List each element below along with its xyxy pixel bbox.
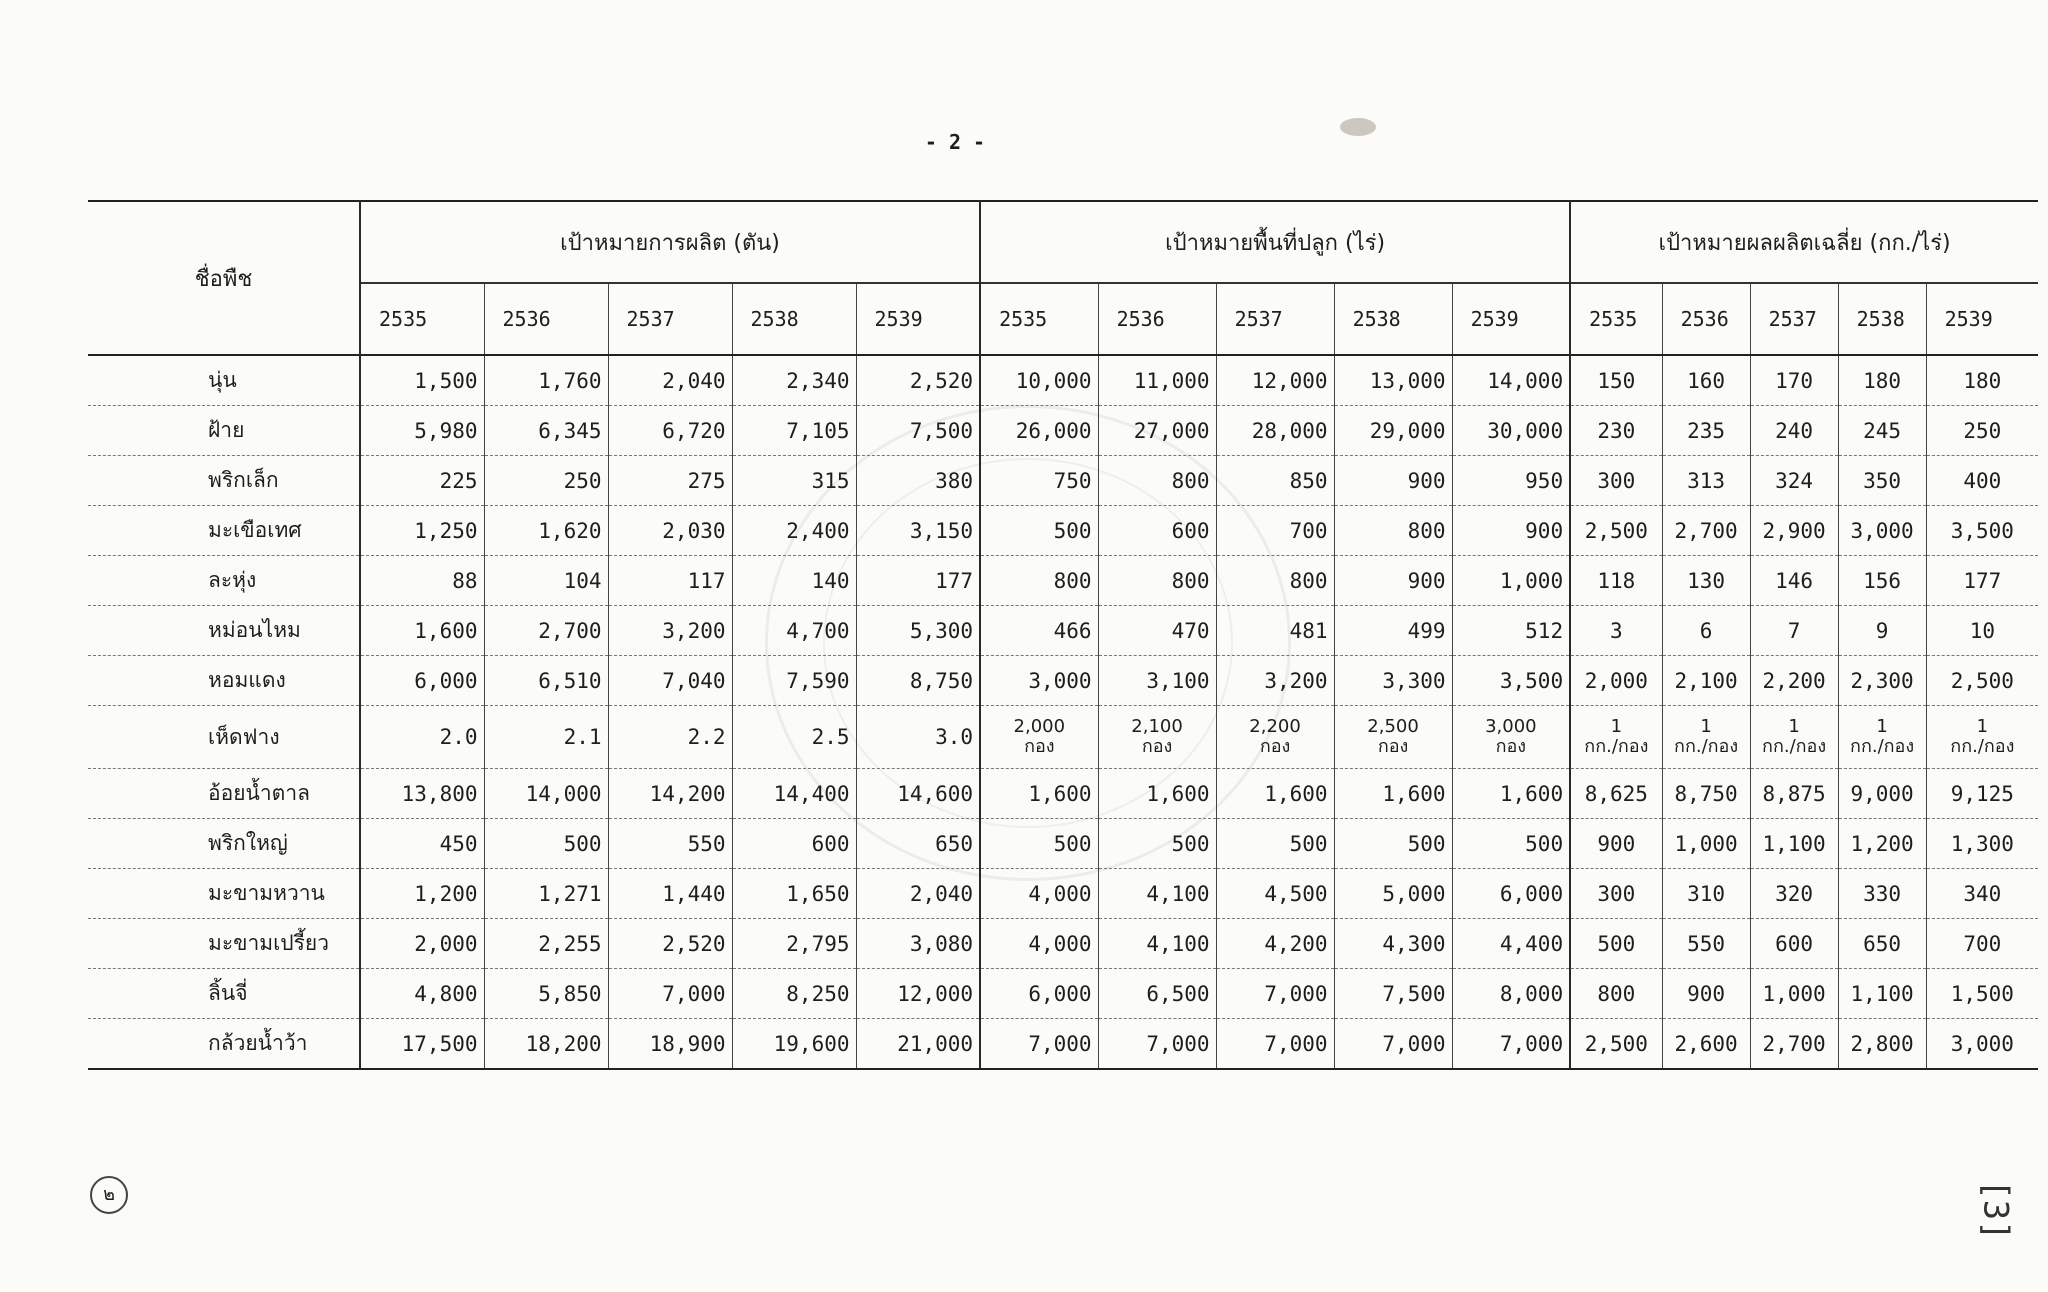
yield-cell: 156 [1838,556,1926,606]
yield-cell: 2,100 [1662,656,1750,706]
yield-cell: 340 [1926,869,2038,919]
yield-cell: 1,000 [1750,969,1838,1019]
group-header-row [88,201,2038,283]
area-cell-value: 2,500 [1367,716,1419,737]
year-header: 2539 [856,283,980,355]
year-header: 2538 [1838,283,1926,355]
yield-cell-unit: กก./กอง [1584,736,1649,757]
production-cell: 8,750 [856,656,980,706]
yield-cell-value: 1 [1976,716,1989,737]
table-row [88,706,2038,769]
production-cell: 450 [360,819,484,869]
crop-name-cell: หม่อนไหม [88,606,360,656]
area-cell: 1,000 [1452,556,1570,606]
production-cell: 2,340 [732,355,856,406]
yield-cell: 9 [1838,606,1926,656]
area-cell: 6,000 [1452,869,1570,919]
production-cell: 7,040 [608,656,732,706]
production-cell: 275 [608,456,732,506]
yield-cell: 250 [1926,406,2038,456]
area-cell: 7,000 [1216,1019,1334,1070]
area-cell: 1,600 [1098,769,1216,819]
year-header: 2538 [1334,283,1452,355]
yield-cell: 320 [1750,869,1838,919]
yield-cell: 180 [1926,355,2038,406]
production-cell: 650 [856,819,980,869]
area-cell: 466 [980,606,1098,656]
production-cell: 2,400 [732,506,856,556]
table-row [88,456,2038,506]
production-cell: 380 [856,456,980,506]
yield-cell: 170 [1750,355,1838,406]
production-cell: 18,900 [608,1019,732,1070]
area-cell: 3,000 [980,656,1098,706]
yield-cell: 310 [1662,869,1750,919]
area-cell-unit: กอง [1259,736,1291,757]
production-cell: 6,720 [608,406,732,456]
area-cell: 3,200 [1216,656,1334,706]
area-cell: 470 [1098,606,1216,656]
area-cell: 27,000 [1098,406,1216,456]
area-cell: 4,000 [980,869,1098,919]
yield-cell [1926,706,2038,769]
yield-cell: 180 [1838,355,1926,406]
production-cell: 104 [484,556,608,606]
production-cell: 6,345 [484,406,608,456]
production-cell: 550 [608,819,732,869]
yield-cell: 2,500 [1570,1019,1662,1070]
production-cell: 2.1 [484,706,608,769]
area-cell: 499 [1334,606,1452,656]
yield-cell: 8,625 [1570,769,1662,819]
area-cell: 11,000 [1098,355,1216,406]
area-cell: 4,100 [1098,869,1216,919]
table-row [88,969,2038,1019]
production-cell: 250 [484,456,608,506]
table-row [88,606,2038,656]
area-cell: 3,100 [1098,656,1216,706]
yield-cell: 160 [1662,355,1750,406]
table-row [88,656,2038,706]
yield-cell: 324 [1750,456,1838,506]
area-cell: 800 [1216,556,1334,606]
area-cell: 13,000 [1334,355,1452,406]
yield-cell: 1,000 [1662,819,1750,869]
production-cell: 1,250 [360,506,484,556]
area-cell: 10,000 [980,355,1098,406]
yield-cell: 8,750 [1662,769,1750,819]
production-cell: 1,650 [732,869,856,919]
yield-cell: 8,875 [1750,769,1838,819]
area-cell: 800 [1098,456,1216,506]
yield-cell: 900 [1570,819,1662,869]
yield-cell: 300 [1570,869,1662,919]
crop-name-cell: หอมแดง [88,656,360,706]
year-header: 2539 [1452,283,1570,355]
crop-name-cell: ฝ้าย [88,406,360,456]
area-cell: 800 [980,556,1098,606]
table-row [88,556,2038,606]
year-header: 2537 [1216,283,1334,355]
ink-smudge [1340,118,1376,136]
year-header: 2536 [1662,283,1750,355]
table-row [88,355,2038,406]
area-cell: 30,000 [1452,406,1570,456]
yield-cell: 650 [1838,919,1926,969]
production-cell: 7,000 [608,969,732,1019]
production-cell: 3,200 [608,606,732,656]
production-cell: 7,105 [732,406,856,456]
area-cell: 3,500 [1452,656,1570,706]
yield-cell: 6 [1662,606,1750,656]
table-row [88,769,2038,819]
yield-cell: 500 [1570,919,1662,969]
yield-cell: 2,700 [1750,1019,1838,1070]
area-cell: 7,000 [1216,969,1334,1019]
area-cell [1452,706,1570,769]
production-cell: 5,980 [360,406,484,456]
crop-target-table [88,200,2038,1070]
year-header: 2537 [608,283,732,355]
area-cell [1098,706,1216,769]
production-cell: 4,800 [360,969,484,1019]
production-cell: 140 [732,556,856,606]
area-cell: 7,000 [1452,1019,1570,1070]
production-cell: 14,000 [484,769,608,819]
yield-cell-value: 1 [1876,716,1888,737]
production-cell: 600 [732,819,856,869]
area-cell-unit: กอง [1495,736,1527,757]
area-cell: 4,100 [1098,919,1216,969]
area-cell: 800 [1334,506,1452,556]
production-cell: 2,795 [732,919,856,969]
area-cell: 1,600 [1334,769,1452,819]
area-cell: 7,500 [1334,969,1452,1019]
year-header: 2537 [1750,283,1838,355]
area-cell: 4,300 [1334,919,1452,969]
area-cell-value: 2,000 [1013,716,1066,737]
yield-cell: 800 [1570,969,1662,1019]
yield-cell-unit: กก./กอง [1850,736,1915,757]
crop-name-cell: นุ่น [88,355,360,406]
yield-cell-value: 1 [1788,716,1800,737]
production-cell: 8,250 [732,969,856,1019]
area-cell: 481 [1216,606,1334,656]
area-cell: 4,500 [1216,869,1334,919]
production-cell: 14,600 [856,769,980,819]
yield-cell: 600 [1750,919,1838,969]
area-cell [980,706,1098,769]
production-cell: 1,620 [484,506,608,556]
area-cell-value: 2,100 [1131,716,1183,737]
year-header: 2535 [980,283,1098,355]
area-cell: 500 [1216,819,1334,869]
production-cell: 117 [608,556,732,606]
production-cell: 5,850 [484,969,608,1019]
area-cell: 1,600 [1216,769,1334,819]
yield-cell: 230 [1570,406,1662,456]
table-row [88,506,2038,556]
yield-cell: 300 [1570,456,1662,506]
yield-cell: 330 [1838,869,1926,919]
production-cell: 177 [856,556,980,606]
production-cell: 14,200 [608,769,732,819]
table-row [88,406,2038,456]
production-cell: 500 [484,819,608,869]
yield-cell: 7 [1750,606,1838,656]
area-cell: 600 [1098,506,1216,556]
yield-cell: 313 [1662,456,1750,506]
production-cell: 3,150 [856,506,980,556]
production-cell: 13,800 [360,769,484,819]
yield-cell: 1,100 [1750,819,1838,869]
area-cell: 512 [1452,606,1570,656]
crop-name-cell: พริกใหญ่ [88,819,360,869]
yield-cell: 2,500 [1926,656,2038,706]
production-cell: 7,500 [856,406,980,456]
year-header: 2535 [1570,283,1662,355]
yield-cell: 9,125 [1926,769,2038,819]
yield-cell: 9,000 [1838,769,1926,819]
yield-cell: 150 [1570,355,1662,406]
area-cell: 950 [1452,456,1570,506]
yield-cell: 1,500 [1926,969,2038,1019]
area-cell: 4,000 [980,919,1098,969]
bracket-page-mark: [3] [1975,1179,2016,1241]
area-cell: 6,000 [980,969,1098,1019]
year-header-row [88,283,2038,355]
area-cell: 7,000 [1098,1019,1216,1070]
area-cell: 1,600 [980,769,1098,819]
yield-cell: 1,100 [1838,969,1926,1019]
yield-cell: 2,700 [1662,506,1750,556]
area-cell: 7,000 [980,1019,1098,1070]
crop-name-cell: เห็ดฟาง [88,706,360,769]
area-cell: 900 [1334,456,1452,506]
production-cell: 225 [360,456,484,506]
crop-name-cell: มะขามหวาน [88,869,360,919]
area-cell: 26,000 [980,406,1098,456]
production-cell: 17,500 [360,1019,484,1070]
production-cell: 2,000 [360,919,484,969]
area-cell: 12,000 [1216,355,1334,406]
crop-name-cell: มะขามเปรี้ยว [88,919,360,969]
yield-cell: 146 [1750,556,1838,606]
area-cell-unit: กอง [1024,736,1055,757]
yield-cell: 240 [1750,406,1838,456]
area-cell: 1,600 [1452,769,1570,819]
yield-cell [1662,706,1750,769]
crop-name-cell: กล้วยน้ำว้า [88,1019,360,1070]
yield-cell-unit: กก./กอง [1674,736,1739,757]
yield-cell [1838,706,1926,769]
production-cell: 14,400 [732,769,856,819]
area-cell: 29,000 [1334,406,1452,456]
yield-cell: 3,500 [1926,506,2038,556]
area-cell: 4,200 [1216,919,1334,969]
production-cell: 18,200 [484,1019,608,1070]
production-cell: 2,040 [856,869,980,919]
year-header: 2536 [484,283,608,355]
area-cell: 500 [1098,819,1216,869]
area-cell [1216,706,1334,769]
yield-cell: 245 [1838,406,1926,456]
production-cell: 2.2 [608,706,732,769]
production-cell: 2,255 [484,919,608,969]
area-cell-unit: กอง [1377,736,1409,757]
yield-cell: 1,300 [1926,819,2038,869]
production-cell: 2.5 [732,706,856,769]
production-cell: 1,440 [608,869,732,919]
yield-cell: 1,200 [1838,819,1926,869]
area-cell-value: 3,000 [1485,716,1537,737]
production-cell: 4,700 [732,606,856,656]
area-group-header: เป้าหมายพื้นที่ปลูก (ไร่) [980,201,1570,283]
area-cell: 800 [1098,556,1216,606]
production-cell: 1,200 [360,869,484,919]
production-cell: 2,520 [608,919,732,969]
yield-cell: 350 [1838,456,1926,506]
area-cell: 500 [980,506,1098,556]
production-cell: 2,700 [484,606,608,656]
year-header: 2536 [1098,283,1216,355]
page-number: - 2 - [924,130,986,154]
yield-cell-value: 1 [1610,716,1623,737]
production-cell: 19,600 [732,1019,856,1070]
area-cell: 900 [1452,506,1570,556]
production-cell: 88 [360,556,484,606]
area-cell: 900 [1334,556,1452,606]
yield-cell-value: 1 [1700,716,1712,737]
area-cell: 500 [1334,819,1452,869]
yield-cell-unit: กก./กอง [1950,736,2015,757]
area-cell: 850 [1216,456,1334,506]
area-cell: 7,000 [1334,1019,1452,1070]
circled-page-mark: ๒ [90,1176,128,1214]
production-cell: 2.0 [360,706,484,769]
area-cell: 3,300 [1334,656,1452,706]
crop-name-cell: อ้อยน้ำตาล [88,769,360,819]
yield-cell: 2,200 [1750,656,1838,706]
yield-cell: 2,500 [1570,506,1662,556]
production-cell: 3,080 [856,919,980,969]
crop-name-cell: มะเขือเทศ [88,506,360,556]
yield-group-header: เป้าหมายผลผลิตเฉลี่ย (กก./ไร่) [1570,201,2038,283]
area-cell: 750 [980,456,1098,506]
area-cell: 500 [980,819,1098,869]
yield-cell: 2,600 [1662,1019,1750,1070]
yield-cell: 3,000 [1926,1019,2038,1070]
area-cell-unit: กอง [1141,736,1173,757]
production-cell: 6,510 [484,656,608,706]
crop-name-cell: ลิ้นจี่ [88,969,360,1019]
production-cell: 1,271 [484,869,608,919]
production-cell: 1,500 [360,355,484,406]
crop-target-table-wrapper [88,200,2038,1070]
production-cell: 3.0 [856,706,980,769]
yield-cell: 177 [1926,556,2038,606]
area-cell [1334,706,1452,769]
table-row [88,919,2038,969]
area-cell: 5,000 [1334,869,1452,919]
yield-cell: 400 [1926,456,2038,506]
year-header: 2535 [360,283,484,355]
yield-cell: 550 [1662,919,1750,969]
production-cell: 315 [732,456,856,506]
yield-cell [1750,706,1838,769]
area-cell: 6,500 [1098,969,1216,1019]
yield-cell [1570,706,1662,769]
yield-cell: 2,900 [1750,506,1838,556]
area-cell: 14,000 [1452,355,1570,406]
yield-cell: 900 [1662,969,1750,1019]
yield-cell: 235 [1662,406,1750,456]
table-row [88,819,2038,869]
yield-cell: 118 [1570,556,1662,606]
yield-cell: 10 [1926,606,2038,656]
year-header: 2539 [1926,283,2038,355]
yield-cell: 2,000 [1570,656,1662,706]
production-cell: 2,030 [608,506,732,556]
production-cell: 1,760 [484,355,608,406]
production-cell: 21,000 [856,1019,980,1070]
production-cell: 2,040 [608,355,732,406]
yield-cell: 2,300 [1838,656,1926,706]
table-body [88,355,2038,1069]
table-row [88,869,2038,919]
production-cell: 12,000 [856,969,980,1019]
yield-cell: 2,800 [1838,1019,1926,1070]
table-row [88,1019,2038,1070]
production-cell: 5,300 [856,606,980,656]
area-cell-value: 2,200 [1249,716,1301,737]
yield-cell: 700 [1926,919,2038,969]
area-cell: 4,400 [1452,919,1570,969]
crop-name-cell: พริกเล็ก [88,456,360,506]
production-cell: 7,590 [732,656,856,706]
yield-cell: 3,000 [1838,506,1926,556]
crop-column-header: ชื่อพืช [194,266,253,292]
yield-cell: 3 [1570,606,1662,656]
production-group-header: เป้าหมายการผลิต (ตัน) [360,201,980,283]
crop-name-cell: ละหุ่ง [88,556,360,606]
area-cell: 8,000 [1452,969,1570,1019]
production-cell: 6,000 [360,656,484,706]
yield-cell-unit: กก./กอง [1762,736,1827,757]
production-cell: 1,600 [360,606,484,656]
production-cell: 2,520 [856,355,980,406]
yield-cell: 130 [1662,556,1750,606]
area-cell: 700 [1216,506,1334,556]
area-cell: 28,000 [1216,406,1334,456]
year-header: 2538 [732,283,856,355]
area-cell: 500 [1452,819,1570,869]
